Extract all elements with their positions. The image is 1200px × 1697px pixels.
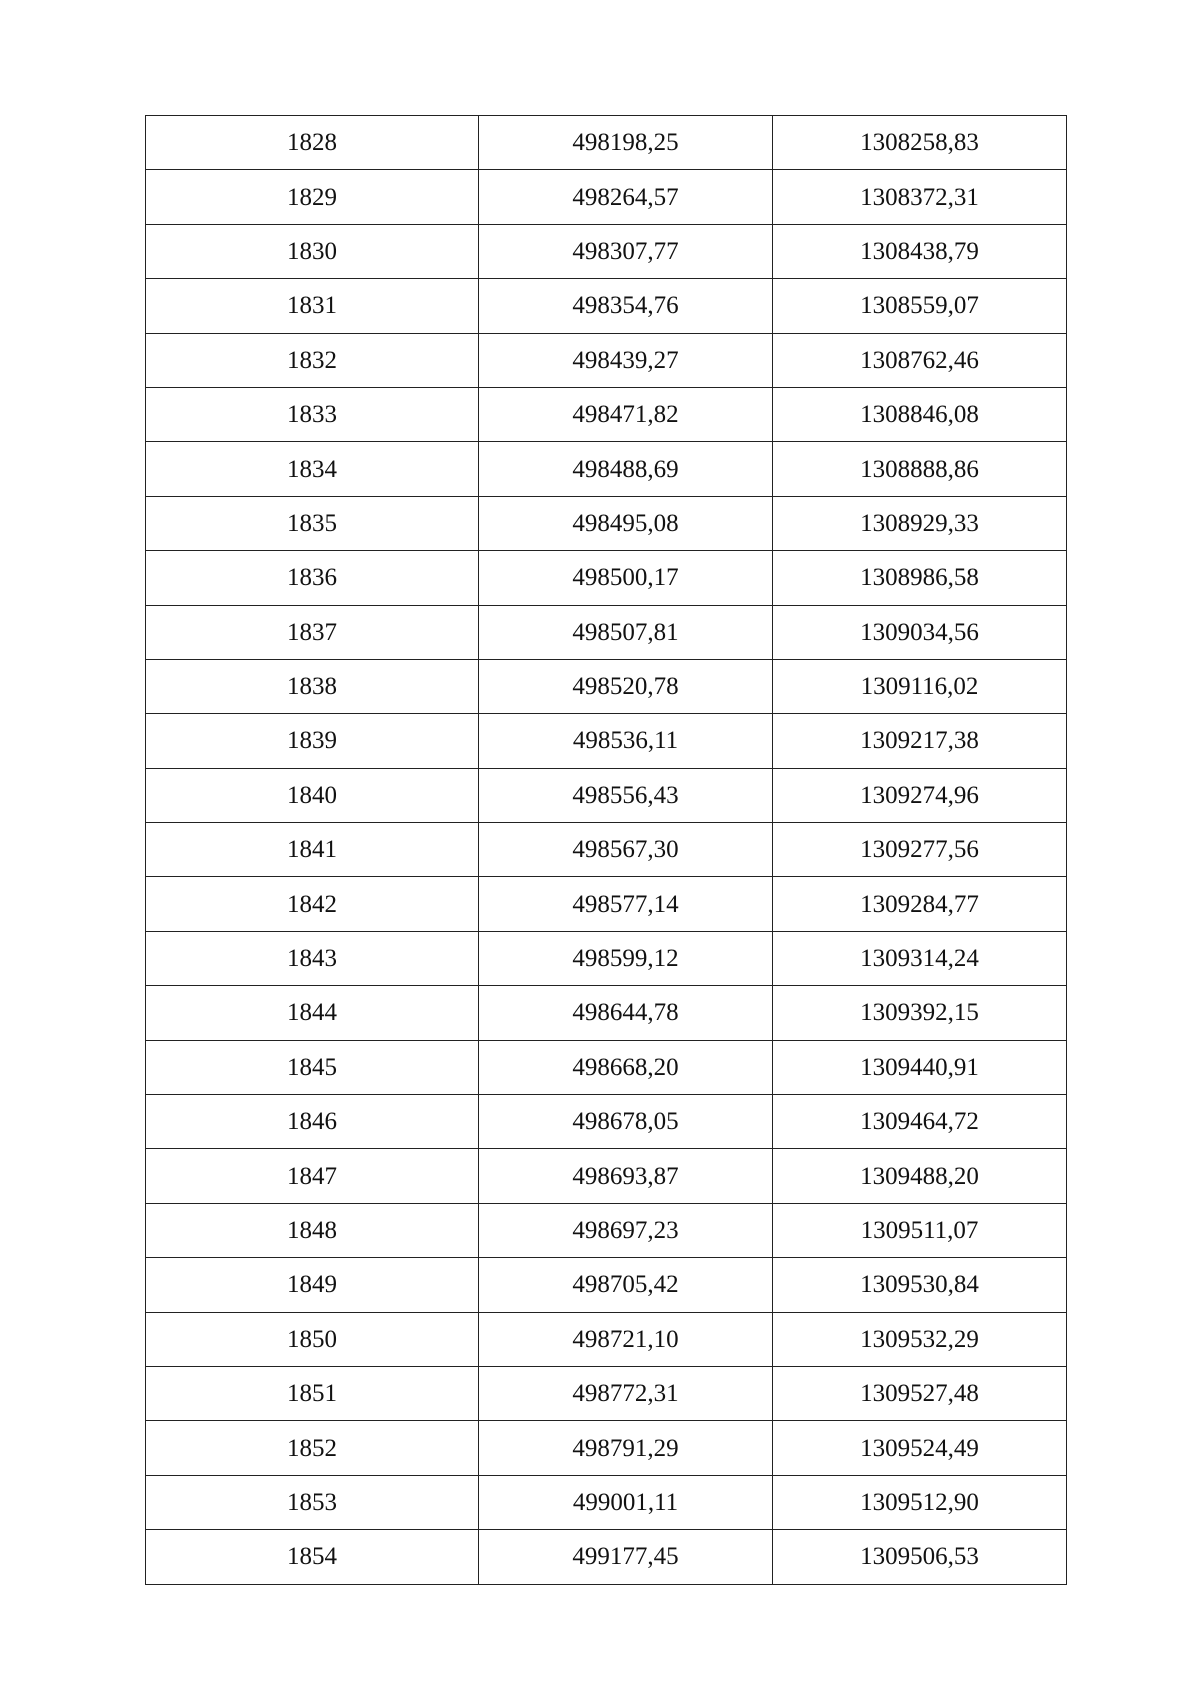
y-coordinate-cell: 1309488,20: [773, 1149, 1067, 1203]
table-row: [146, 931, 1067, 985]
x-coordinate-cell: 498556,43: [479, 768, 773, 822]
x-coordinate-cell: 498471,82: [479, 387, 773, 441]
x-coordinate-cell: 498439,27: [479, 333, 773, 387]
table-row: [146, 442, 1067, 496]
y-coordinate-cell: 1309392,15: [773, 986, 1067, 1040]
point-number-cell: 1840: [146, 768, 479, 822]
x-coordinate-cell: 498772,31: [479, 1366, 773, 1420]
y-coordinate-cell: 1309506,53: [773, 1530, 1067, 1584]
x-coordinate-cell: 498705,42: [479, 1258, 773, 1312]
table-row: [146, 605, 1067, 659]
point-number-cell: 1845: [146, 1040, 479, 1094]
coordinates-table: [145, 115, 1067, 1585]
x-coordinate-cell: 498520,78: [479, 659, 773, 713]
table-row: [146, 877, 1067, 931]
x-coordinate-cell: 498354,76: [479, 279, 773, 333]
point-number-cell: 1833: [146, 387, 479, 441]
x-coordinate-cell: 498693,87: [479, 1149, 773, 1203]
table-row: [146, 986, 1067, 1040]
table-row: [146, 659, 1067, 713]
point-number-cell: 1829: [146, 170, 479, 224]
table-row: [146, 1149, 1067, 1203]
point-number-cell: 1834: [146, 442, 479, 496]
point-number-cell: 1852: [146, 1421, 479, 1475]
y-coordinate-cell: 1309530,84: [773, 1258, 1067, 1312]
y-coordinate-cell: 1309440,91: [773, 1040, 1067, 1094]
x-coordinate-cell: 498668,20: [479, 1040, 773, 1094]
point-number-cell: 1847: [146, 1149, 479, 1203]
coordinates-table-body: [146, 116, 1067, 1585]
point-number-cell: 1841: [146, 823, 479, 877]
y-coordinate-cell: 1309511,07: [773, 1203, 1067, 1257]
table-row: [146, 1040, 1067, 1094]
point-number-cell: 1839: [146, 714, 479, 768]
point-number-cell: 1853: [146, 1475, 479, 1529]
y-coordinate-cell: 1308559,07: [773, 279, 1067, 333]
y-coordinate-cell: 1308846,08: [773, 387, 1067, 441]
x-coordinate-cell: 498495,08: [479, 496, 773, 550]
table-row: [146, 823, 1067, 877]
x-coordinate-cell: 498536,11: [479, 714, 773, 768]
table-row: [146, 170, 1067, 224]
y-coordinate-cell: 1309527,48: [773, 1366, 1067, 1420]
x-coordinate-cell: 498488,69: [479, 442, 773, 496]
y-coordinate-cell: 1309512,90: [773, 1475, 1067, 1529]
point-number-cell: 1844: [146, 986, 479, 1040]
table-row: [146, 279, 1067, 333]
table-row: [146, 768, 1067, 822]
point-number-cell: 1854: [146, 1530, 479, 1584]
point-number-cell: 1830: [146, 224, 479, 278]
point-number-cell: 1831: [146, 279, 479, 333]
y-coordinate-cell: 1308986,58: [773, 551, 1067, 605]
point-number-cell: 1842: [146, 877, 479, 931]
y-coordinate-cell: 1309274,96: [773, 768, 1067, 822]
x-coordinate-cell: 499001,11: [479, 1475, 773, 1529]
table-row: [146, 1421, 1067, 1475]
table-row: [146, 1095, 1067, 1149]
y-coordinate-cell: 1308762,46: [773, 333, 1067, 387]
x-coordinate-cell: 498599,12: [479, 931, 773, 985]
x-coordinate-cell: 498697,23: [479, 1203, 773, 1257]
x-coordinate-cell: 498507,81: [479, 605, 773, 659]
y-coordinate-cell: 1309284,77: [773, 877, 1067, 931]
x-coordinate-cell: 498678,05: [479, 1095, 773, 1149]
y-coordinate-cell: 1309116,02: [773, 659, 1067, 713]
y-coordinate-cell: 1308929,33: [773, 496, 1067, 550]
x-coordinate-cell: 498567,30: [479, 823, 773, 877]
table-row: [146, 714, 1067, 768]
table-row: [146, 224, 1067, 278]
point-number-cell: 1843: [146, 931, 479, 985]
table-row: [146, 333, 1067, 387]
x-coordinate-cell: 498791,29: [479, 1421, 773, 1475]
x-coordinate-cell: 498577,14: [479, 877, 773, 931]
point-number-cell: 1832: [146, 333, 479, 387]
table-row: [146, 1312, 1067, 1366]
point-number-cell: 1850: [146, 1312, 479, 1366]
y-coordinate-cell: 1308438,79: [773, 224, 1067, 278]
point-number-cell: 1828: [146, 116, 479, 170]
x-coordinate-cell: 498307,77: [479, 224, 773, 278]
y-coordinate-cell: 1309314,24: [773, 931, 1067, 985]
point-number-cell: 1835: [146, 496, 479, 550]
x-coordinate-cell: 498721,10: [479, 1312, 773, 1366]
point-number-cell: 1837: [146, 605, 479, 659]
x-coordinate-cell: 498198,25: [479, 116, 773, 170]
point-number-cell: 1849: [146, 1258, 479, 1312]
table-row: [146, 496, 1067, 550]
point-number-cell: 1836: [146, 551, 479, 605]
table-row: [146, 387, 1067, 441]
y-coordinate-cell: 1308258,83: [773, 116, 1067, 170]
y-coordinate-cell: 1309532,29: [773, 1312, 1067, 1366]
table-row: [146, 551, 1067, 605]
point-number-cell: 1838: [146, 659, 479, 713]
y-coordinate-cell: 1309277,56: [773, 823, 1067, 877]
x-coordinate-cell: 499177,45: [479, 1530, 773, 1584]
x-coordinate-cell: 498500,17: [479, 551, 773, 605]
y-coordinate-cell: 1309524,49: [773, 1421, 1067, 1475]
y-coordinate-cell: 1308372,31: [773, 170, 1067, 224]
point-number-cell: 1846: [146, 1095, 479, 1149]
table-row: [146, 1366, 1067, 1420]
table-row: [146, 1475, 1067, 1529]
y-coordinate-cell: 1308888,86: [773, 442, 1067, 496]
point-number-cell: 1848: [146, 1203, 479, 1257]
table-row: [146, 1203, 1067, 1257]
y-coordinate-cell: 1309217,38: [773, 714, 1067, 768]
table-row: [146, 116, 1067, 170]
table-row: [146, 1258, 1067, 1312]
y-coordinate-cell: 1309034,56: [773, 605, 1067, 659]
table-row: [146, 1530, 1067, 1584]
x-coordinate-cell: 498644,78: [479, 986, 773, 1040]
x-coordinate-cell: 498264,57: [479, 170, 773, 224]
point-number-cell: 1851: [146, 1366, 479, 1420]
y-coordinate-cell: 1309464,72: [773, 1095, 1067, 1149]
